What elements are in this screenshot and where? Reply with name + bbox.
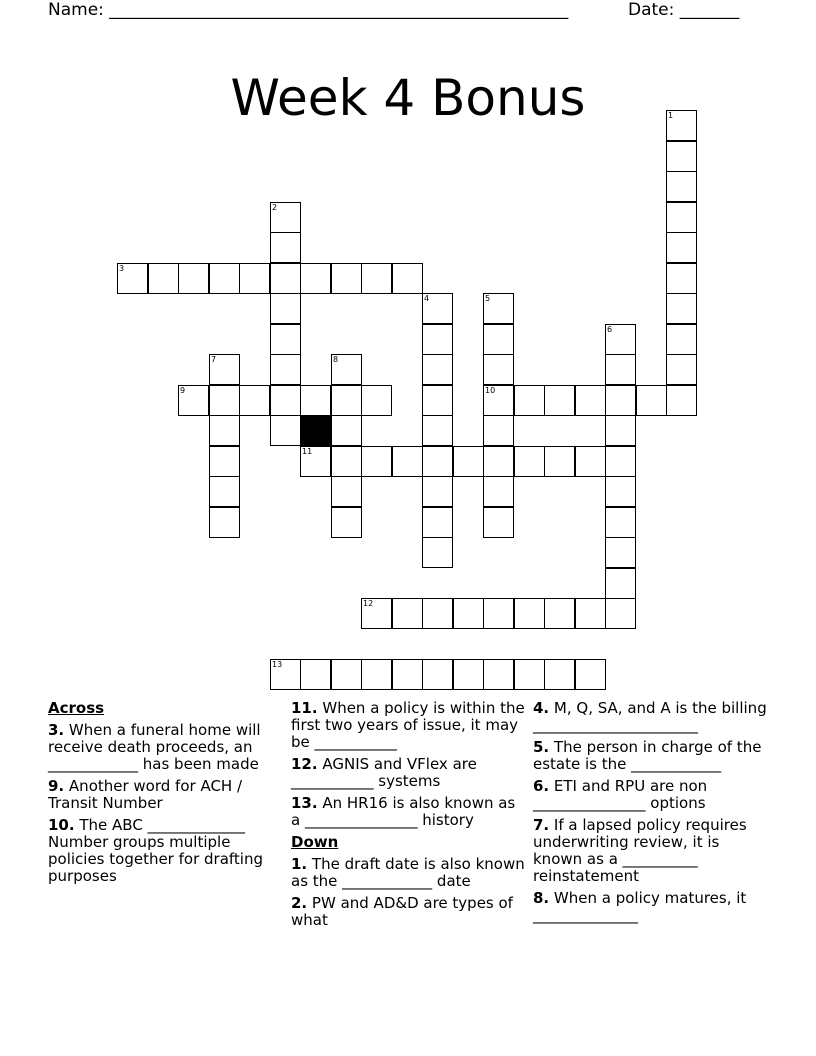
name-line: Name: ______________________________________________________ [48, 0, 569, 20]
grid-cell[interactable] [300, 659, 331, 690]
grid-cell[interactable] [300, 263, 331, 294]
clue-text: An HR16 is also known as a _______________ history [291, 794, 516, 829]
grid-cell[interactable] [270, 232, 301, 263]
clue-number: 7. [533, 816, 550, 834]
grid-cell[interactable] [575, 385, 606, 416]
grid-cell[interactable] [514, 446, 545, 477]
grid-cell[interactable] [575, 598, 606, 629]
grid-cell[interactable] [422, 354, 453, 385]
cell-number: 11 [302, 447, 313, 456]
grid-cell[interactable] [422, 659, 453, 690]
cell-number: 9 [180, 386, 186, 395]
grid-cell[interactable] [666, 232, 697, 263]
across-clue-13 [291, 795, 527, 829]
grid-cell[interactable] [666, 202, 697, 233]
grid-cell[interactable] [483, 415, 514, 446]
cell-number: 6 [607, 325, 613, 334]
clue-number: 11. [291, 699, 318, 717]
grid-cell[interactable] [666, 354, 697, 385]
grid-cell[interactable] [209, 507, 240, 538]
grid-cell[interactable] [666, 324, 697, 355]
grid-cell[interactable] [331, 263, 362, 294]
grid-cell[interactable] [392, 659, 423, 690]
grid-cell[interactable] [331, 415, 362, 446]
down-clue-6 [533, 778, 769, 812]
grid-cell[interactable] [178, 263, 209, 294]
grid-cell[interactable] [331, 446, 362, 477]
cell-number: 5 [485, 294, 491, 303]
grid-cell[interactable] [514, 598, 545, 629]
clue-column-1 [48, 700, 280, 890]
grid-cell[interactable] [392, 598, 423, 629]
down-clue-7 [533, 817, 769, 885]
grid-cell[interactable] [361, 263, 392, 294]
grid-cell[interactable] [422, 324, 453, 355]
grid-cell[interactable] [270, 385, 301, 416]
grid-cell[interactable] [666, 293, 697, 324]
grid-cell[interactable] [605, 598, 636, 629]
clue-text: PW and AD&D are types of what [291, 894, 513, 929]
clue-text: The person in charge of the estate is the ____________ [533, 738, 762, 773]
clue-number: 4. [533, 699, 550, 717]
grid-cell[interactable] [331, 507, 362, 538]
grid-cell[interactable] [483, 598, 514, 629]
clue-text: AGNIS and VFlex are ___________ systems [291, 755, 477, 790]
grid-cell[interactable] [270, 202, 301, 233]
grid-cell[interactable] [239, 263, 270, 294]
clue-number: 3. [48, 721, 65, 739]
grid-cell[interactable] [666, 171, 697, 202]
grid-cell[interactable] [605, 354, 636, 385]
grid-cell[interactable] [605, 446, 636, 477]
grid-cell[interactable] [483, 293, 514, 324]
grid-cell[interactable] [422, 293, 453, 324]
down-clue-8 [533, 890, 769, 924]
grid-cell[interactable] [270, 324, 301, 355]
grid-cell[interactable] [514, 385, 545, 416]
across-clue-9 [48, 778, 280, 812]
grid-cell[interactable] [209, 476, 240, 507]
grid-cell[interactable] [605, 476, 636, 507]
grid-cell[interactable] [666, 141, 697, 172]
grid-cell[interactable] [422, 385, 453, 416]
cell-number: 1 [668, 111, 674, 120]
across-clue-10 [48, 817, 280, 885]
grid-cell[interactable] [209, 385, 240, 416]
grid-cell[interactable] [300, 446, 331, 477]
grid-cell[interactable] [453, 446, 484, 477]
grid-cell[interactable] [392, 263, 423, 294]
grid-cell[interactable] [209, 446, 240, 477]
down-clue-5 [533, 739, 769, 773]
grid-cell[interactable] [666, 263, 697, 294]
clue-text: If a lapsed policy requires underwriting review, it is known as a __________ reinstatement [533, 816, 747, 885]
grid-cell[interactable] [483, 507, 514, 538]
grid-cell[interactable] [270, 659, 301, 690]
grid-cell[interactable] [605, 507, 636, 538]
grid-cell[interactable] [605, 385, 636, 416]
across-clue-11 [291, 700, 527, 751]
grid-cell[interactable] [666, 385, 697, 416]
grid-cell[interactable] [483, 385, 514, 416]
across-heading: Across [48, 699, 105, 717]
grid-cell[interactable] [544, 659, 575, 690]
grid-cell[interactable] [422, 446, 453, 477]
clue-text: ETI and RPU are non _______________ options [533, 777, 708, 812]
grid-cell[interactable] [483, 446, 514, 477]
grid-cell[interactable] [453, 659, 484, 690]
grid-cell[interactable] [178, 385, 209, 416]
grid-cell[interactable] [636, 385, 667, 416]
clue-number: 12. [291, 755, 318, 773]
cell-number: 10 [485, 386, 496, 395]
blocked-cell [300, 415, 331, 446]
grid-cell[interactable] [270, 354, 301, 385]
grid-cell[interactable] [483, 476, 514, 507]
grid-cell[interactable] [605, 537, 636, 568]
grid-cell[interactable] [270, 415, 301, 446]
grid-cell[interactable] [361, 659, 392, 690]
grid-cell[interactable] [422, 415, 453, 446]
grid-cell[interactable] [605, 324, 636, 355]
grid-cell[interactable] [575, 659, 606, 690]
grid-cell[interactable] [239, 385, 270, 416]
page-title: Week 4 Bonus [230, 68, 586, 127]
clue-column-3 [533, 700, 769, 929]
cell-number: 12 [363, 599, 374, 608]
grid-cell[interactable] [483, 659, 514, 690]
down-clue-2 [291, 895, 527, 929]
clue-number: 10. [48, 816, 75, 834]
cell-number: 2 [272, 203, 278, 212]
clue-text: The ABC _____________ Number groups multiple policies together for drafting purposes [48, 816, 263, 885]
grid-cell[interactable] [331, 476, 362, 507]
clue-text: When a funeral home will receive death proceeds, an ____________ has been made [48, 721, 261, 773]
cell-number: 3 [119, 264, 125, 273]
grid-cell[interactable] [422, 507, 453, 538]
across-clue-3 [48, 722, 280, 773]
date-line: Date: _______ [628, 0, 740, 20]
grid-cell[interactable] [514, 659, 545, 690]
grid-cell[interactable] [209, 354, 240, 385]
grid-cell[interactable] [544, 385, 575, 416]
grid-cell[interactable] [361, 385, 392, 416]
grid-cell[interactable] [605, 568, 636, 599]
grid-cell[interactable] [392, 446, 423, 477]
grid-cell[interactable] [117, 263, 148, 294]
across-clue-12 [291, 756, 527, 790]
grid-cell[interactable] [361, 446, 392, 477]
grid-cell[interactable] [148, 263, 179, 294]
clue-number: 9. [48, 777, 65, 795]
grid-cell[interactable] [270, 293, 301, 324]
grid-cell[interactable] [666, 110, 697, 141]
grid-cell[interactable] [331, 354, 362, 385]
grid-cell[interactable] [209, 415, 240, 446]
grid-cell[interactable] [209, 263, 240, 294]
grid-cell[interactable] [453, 598, 484, 629]
clue-number: 1. [291, 855, 308, 873]
cell-number: 13 [272, 660, 283, 669]
clue-text: When a policy is within the first two years of issue, it may be ___________ [291, 699, 525, 751]
clue-text: Another word for ACH / Transit Number [48, 777, 243, 812]
clue-number: 8. [533, 889, 550, 907]
clue-text: M, Q, SA, and A is the billing ______________________ [533, 699, 767, 734]
grid-cell[interactable] [483, 324, 514, 355]
grid-cell[interactable] [544, 598, 575, 629]
grid-cell[interactable] [331, 385, 362, 416]
clue-number: 2. [291, 894, 308, 912]
clue-number: 6. [533, 777, 550, 795]
down-heading: Down [291, 833, 339, 851]
down-clue-1 [291, 856, 527, 890]
down-clue-4 [533, 700, 769, 734]
clue-text: When a policy matures, it ______________ [533, 889, 747, 924]
cell-number: 4 [424, 294, 430, 303]
cell-number: 8 [333, 355, 339, 364]
grid-cell[interactable] [422, 537, 453, 568]
grid-cell[interactable] [422, 476, 453, 507]
grid-cell[interactable] [422, 598, 453, 629]
clue-number: 13. [291, 794, 318, 812]
grid-cell[interactable] [270, 263, 301, 294]
clue-column-2 [291, 700, 527, 934]
grid-cell[interactable] [361, 598, 392, 629]
grid-cell[interactable] [331, 659, 362, 690]
clue-number: 5. [533, 738, 550, 756]
clue-text: The draft date is also known as the ____________ date [291, 855, 525, 890]
cell-number: 7 [211, 355, 217, 364]
grid-cell[interactable] [483, 354, 514, 385]
grid-cell[interactable] [300, 385, 331, 416]
grid-cell[interactable] [605, 415, 636, 446]
grid-cell[interactable] [544, 446, 575, 477]
grid-cell[interactable] [575, 446, 606, 477]
